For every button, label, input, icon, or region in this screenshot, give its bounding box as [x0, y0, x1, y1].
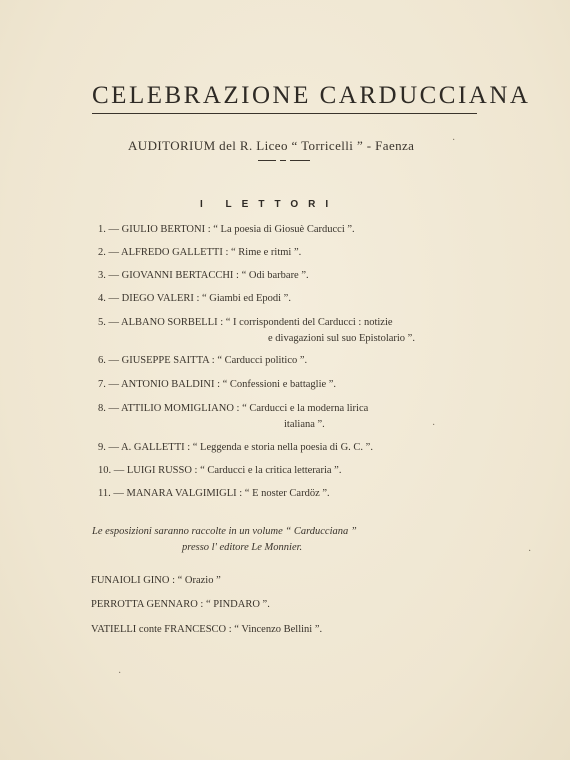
reader-entry-text: 11. — MANARA VALGIMIGLI : “ E noster Cardöz ”.	[98, 488, 330, 499]
publication-note-line: Le esposizioni saranno raccolte in un volume “ Carducciana ”	[92, 526, 357, 537]
reader-entry-3	[98, 268, 438, 284]
reader-entry-continuation: italiana ”.	[284, 419, 325, 430]
reader-entry-text: 4. — DIEGO VALERI : “ Giambi ed Epodi ”.	[98, 293, 291, 304]
reader-entry-6	[98, 353, 438, 369]
reader-entry-7	[98, 377, 438, 393]
page-title: CELEBRAZIONE CARDUCCIANA	[92, 82, 531, 109]
additional-reader-3: VATIELLI conte FRANCESCO : “ Vincenzo Bellini ”.	[91, 624, 323, 635]
venue-line: AUDITORIUM del R. Liceo “ Torricelli ” - Faenza	[128, 138, 415, 153]
additional-reader-2: PERROTTA GENNARO : “ PINDARO ”.	[91, 599, 270, 610]
reader-entry-text: 1. — GIULIO BERTONI : “ La poesia di Giosuè Carducci ”.	[98, 224, 355, 235]
reader-entry-text: 2. — ALFREDO GALLETTI : “ Rime e ritmi ”.	[98, 247, 302, 258]
reader-entry-1	[98, 222, 438, 238]
reader-entry-text: 5. — ALBANO SORBELLI : “ I corrispondenti del Carducci : notizie	[98, 317, 393, 328]
reader-entry-2	[98, 245, 438, 261]
reader-entry-9	[98, 440, 438, 456]
reader-entry-text: 7. — ANTONIO BALDINI : “ Confessioni e battaglie ”.	[98, 379, 337, 390]
reader-entry-4	[98, 291, 438, 307]
title-underline	[92, 113, 477, 114]
reader-entry-8	[98, 401, 438, 433]
additional-reader-1: FUNAIOLI GINO : “ Orazio ”	[91, 575, 221, 586]
reader-entry-5	[98, 315, 438, 347]
ornament-divider	[258, 159, 310, 163]
reader-entry-continuation: e divagazioni sul suo Epistolario ”.	[268, 333, 415, 344]
reader-entry-text: 10. — LUIGI RUSSO : “ Carducci e la critica letteraria ”.	[98, 465, 342, 476]
paper-speck: ·	[118, 668, 122, 679]
publication-note	[92, 524, 432, 556]
paper-speck: ·	[528, 546, 532, 557]
reader-entry-text: 6. — GIUSEPPE SAITTA : “ Carducci politico ”.	[98, 355, 308, 366]
reader-entry-text: 3. — GIOVANNI BERTACCHI : “ Odi barbare ”.	[98, 270, 309, 281]
paper-speck: ·	[452, 135, 456, 146]
reader-entry-10	[98, 463, 438, 479]
reader-entry-text: 9. — A. GALLETTI : “ Leggenda e storia nella poesia di G. C. ”.	[98, 442, 373, 453]
publication-note-line: presso l' editore Le Monnier.	[182, 542, 303, 553]
reader-entry-text: 8. — ATTILIO MOMIGLIANO : “ Carducci e la moderna lirica	[98, 403, 369, 414]
reader-entry-11	[98, 486, 438, 502]
paper-speck: ·	[432, 420, 436, 431]
section-heading-readers: I LETTORI	[200, 199, 339, 210]
